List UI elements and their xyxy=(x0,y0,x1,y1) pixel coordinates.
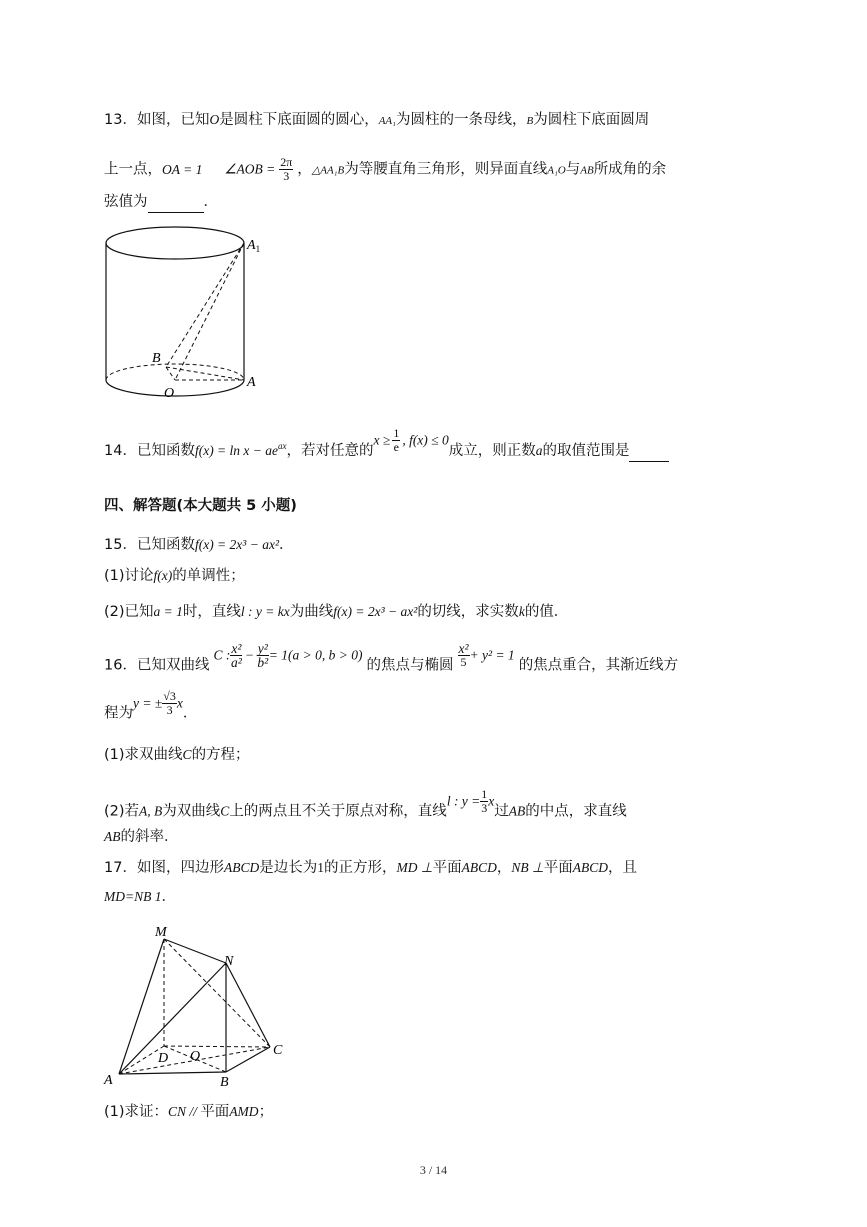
q13-line3: 弦值为 ． xyxy=(104,192,218,213)
label-B: B xyxy=(220,1075,229,1090)
section-heading: 四、解答题(本大题共 5 小题) xyxy=(104,498,297,514)
q16-line2: 程为y = ± $\frac{√3}{3}$ x． xyxy=(104,689,198,722)
label-A: A xyxy=(247,375,256,390)
fraction-2pi-3: $\frac{2\pi}{3}$ xyxy=(280,155,293,183)
label-M: M xyxy=(155,925,167,940)
label-D: D xyxy=(158,1051,169,1066)
label-A: A xyxy=(104,1073,113,1088)
label-B: B xyxy=(152,351,161,366)
q15-title: 15．已知函数f(x) = 2x³ − ax²． xyxy=(104,537,294,553)
label-A1: $A_1$ xyxy=(247,238,261,254)
q16-part2-cont: AB的斜率． xyxy=(104,829,179,845)
q15-part2: (2)已知a = 1时，直线l : y = kx为曲线f(x) = 2x³ − ax²的切线，求实数k的值． xyxy=(104,604,569,620)
q17-line2: MD=NB 1． xyxy=(104,889,176,905)
label-C: C xyxy=(273,1043,283,1058)
q15-part1: (1)讨论f(x)的单调性； xyxy=(104,568,245,584)
q16-part1: (1)求双曲线C的方程； xyxy=(104,747,250,763)
q16-line1: 16．已知双曲线C : $\frac{\text{x²}}{\text{a²}}$ − $\frac{\text{y²}}{\text{b²}}$ = 1(a > 0, b > 0)的焦点与椭圆 $\frac{\text{x²}}{5}$ + y² = 1的焦点重合，其渐近线方 xyxy=(104,641,679,674)
cylinder-figure xyxy=(96,222,276,402)
page-number: 3 / 14 xyxy=(419,1163,448,1177)
q14-line: 14．已知函数$f(x) = \ln x - ae^{ax}$，若对任意的x ≥ $\frac{1}{e}$ , f(x) ≤ 0成立，则正数a的取值范围是 xyxy=(104,436,669,466)
label-N: N xyxy=(224,954,234,969)
q17-part1: (1)求证：CN // 平面AMD； xyxy=(104,1104,274,1120)
q17-line1: 17．如图，四边形ABCD是边长为1的正方形，MD ⊥平面ABCD，NB ⊥平面ABCD，且 xyxy=(104,860,637,876)
label-O: O xyxy=(164,386,175,401)
answer-blank-q14 xyxy=(629,441,669,462)
q13-line2: 上一点，OA = 1 ∠AOB = $\frac{2\pi}{3}$ ，△AA₁B为等腰直角三角形，则异面直线A₁O与AB所成角的余 xyxy=(104,155,667,183)
q13-line1: 13．如图，已知O是圆柱下底面圆的圆心，AA₁为圆柱的一条母线，B为圆柱下底面圆周 xyxy=(104,112,650,128)
q16-part2: (2)若A, B为双曲线C上的两点且不关于原点对称，直线l : y = $\frac{1}{3}$ x过AB的中点，求直线 xyxy=(104,787,627,820)
solid-figure xyxy=(100,922,300,1092)
label-O: O xyxy=(190,1049,201,1064)
answer-blank xyxy=(148,192,204,213)
